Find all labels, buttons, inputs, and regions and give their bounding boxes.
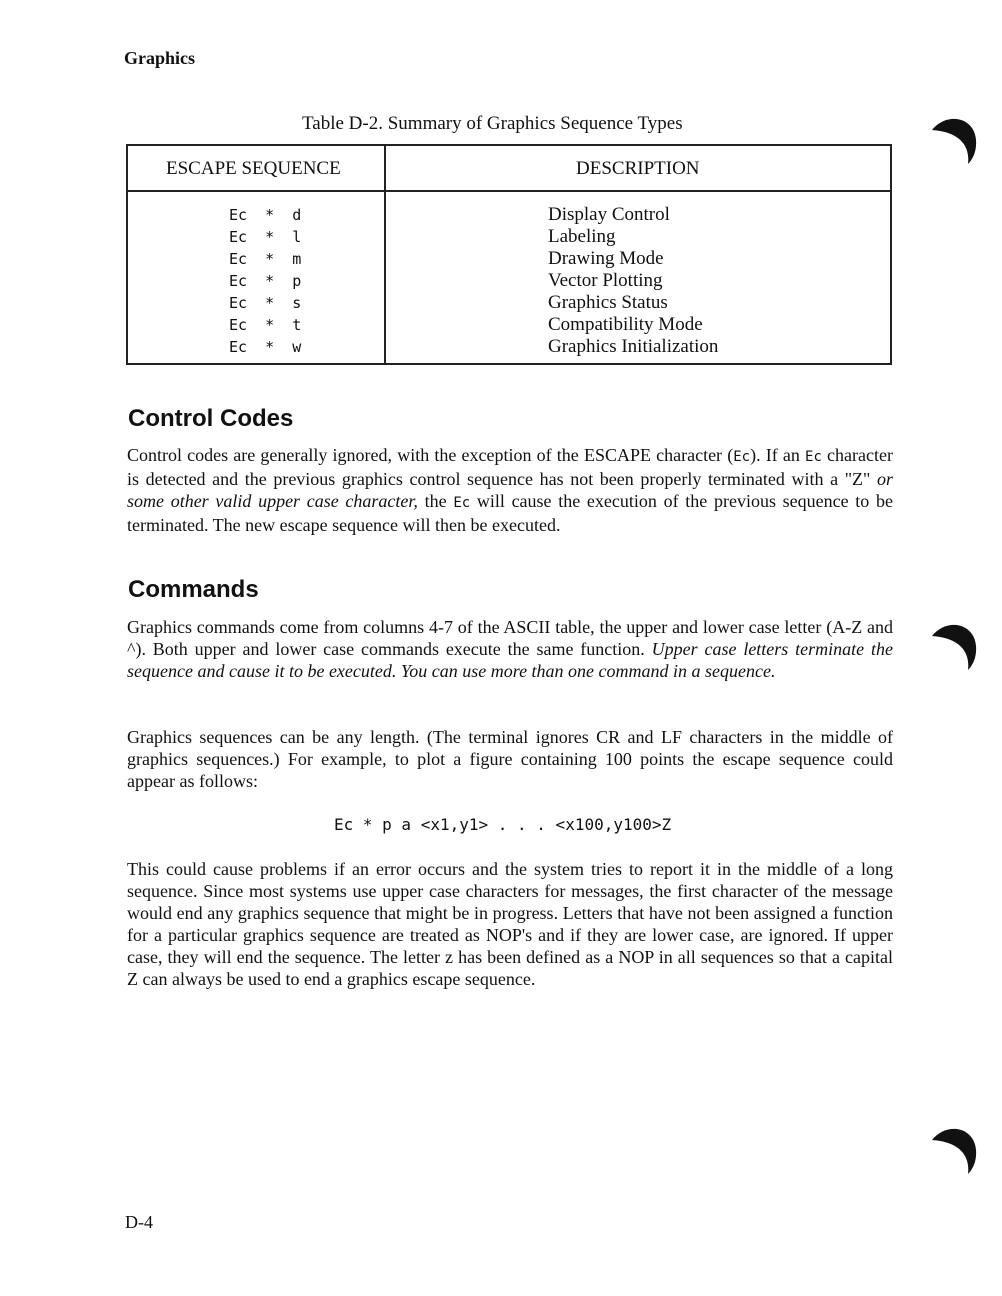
text-run: character is detected and the previous graphics control sequence has not been properly terminated with a "Z"	[127, 445, 893, 489]
text-run: ). If an	[750, 445, 806, 465]
page-header: Graphics	[124, 48, 196, 68]
table-row	[128, 270, 890, 292]
table-row	[128, 314, 890, 336]
description: Labeling	[548, 226, 616, 247]
ec-code: Ec	[453, 495, 471, 511]
binder-hole-mark	[930, 110, 980, 166]
text-run: will cause the execution of the previous sequence to be terminated. The new escape sequence will then be executed.	[127, 491, 893, 535]
column-header-escape-sequence: ESCAPE SEQUENCE	[166, 158, 341, 179]
escape-code: Ec * l	[229, 228, 302, 246]
ec-code: Ec	[805, 449, 822, 465]
table-row	[128, 292, 890, 314]
control-codes-paragraph	[127, 444, 893, 536]
ec-code: Ec	[733, 449, 751, 465]
table-row	[128, 248, 890, 270]
sequence-length-paragraph: Graphics sequences can be any length. (The terminal ignores CR and LF characters in the middle of graphics sequences.) For example, to plot a figure containing 100 points the escape sequence could appear as follows:	[127, 727, 893, 791]
escape-code: Ec * w	[229, 338, 302, 356]
description: Graphics Status	[548, 292, 668, 313]
description: Vector Plotting	[548, 270, 663, 291]
section-heading-commands: Commands	[128, 576, 259, 603]
table-row	[128, 336, 890, 358]
header-divider	[128, 190, 890, 192]
text-run: the	[417, 491, 454, 511]
error-handling-paragraph: This could cause problems if an error occurs and the system tries to report it in the middle of a long sequence. Since most systems use upper case characters for messages, the first character of the message would end any graphics sequence that might be in progress. Letters that have not been assigned a function for a particular graphics sequence are treated as NOP's and if they are lower case, are ignored. If upper case, they will end the sequence. The letter z has been defined as a NOP in all sequences so that a capital Z can always be used to end a graphics escape sequence.	[127, 859, 893, 989]
description: Display Control	[548, 204, 670, 225]
escape-code: Ec * m	[229, 250, 302, 268]
escape-code: Ec * p	[229, 272, 302, 290]
description: Compatibility Mode	[548, 314, 703, 335]
text-run: Control codes are generally ignored, with the exception of the ESCAPE character (	[127, 445, 734, 465]
text-run: ). Both upper and lower case commands execute the same function.	[135, 639, 652, 659]
commands-paragraph	[127, 616, 893, 682]
escape-code: Ec * s	[229, 294, 302, 312]
italic-text: or some other valid upper case character,	[127, 469, 893, 511]
escape-code: Ec * d	[229, 206, 302, 224]
page-number: D-4	[125, 1212, 153, 1232]
description: Drawing Mode	[548, 248, 664, 269]
section-heading-control-codes: Control Codes	[128, 405, 294, 432]
example-escape-sequence: Ec * p a <x1,y1> . . . <x100,y100>Z	[334, 815, 672, 834]
column-header-description: DESCRIPTION	[576, 158, 700, 179]
escape-code: Ec * t	[229, 316, 302, 334]
description: Graphics Initialization	[548, 336, 719, 357]
summary-table	[126, 144, 892, 365]
text-run: Graphics commands come from columns 4-7 of the ASCII table, the upper and lower case letter (A-Z and	[127, 617, 893, 637]
binder-hole-mark	[930, 1120, 980, 1176]
caret-symbol: ^	[127, 639, 136, 659]
italic-text: Upper case letters terminate the sequence and cause it to be executed. You can use more than one command in a sequence.	[127, 639, 893, 681]
table-row	[128, 226, 890, 248]
binder-hole-mark	[930, 616, 980, 672]
table-body	[128, 204, 890, 358]
table-title: Table D-2. Summary of Graphics Sequence Types	[302, 113, 683, 134]
table-row	[128, 204, 890, 226]
